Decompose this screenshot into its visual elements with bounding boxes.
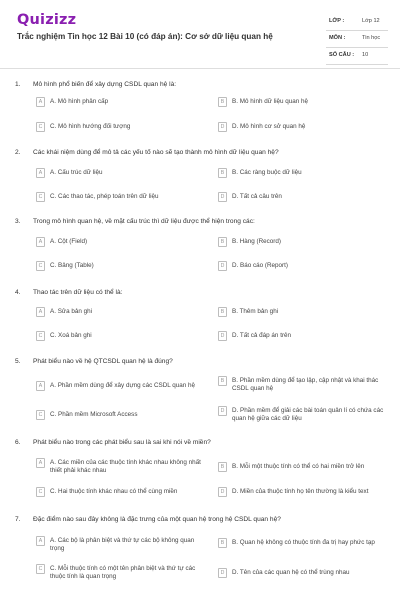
option-a[interactable]	[36, 166, 206, 180]
option-text: A. Sửa bản ghi	[50, 308, 93, 315]
option-letter-box: A	[36, 307, 45, 317]
option-text: A. Cấu trúc dữ liệu	[50, 169, 103, 176]
option-text: D. Tất cả đáp án trên	[232, 332, 292, 339]
option-b[interactable]	[218, 235, 388, 249]
question-text: Các khái niệm dùng để mô tả các yếu tố nào sẽ tạo thành mô hình dữ liệu quan hệ?	[33, 149, 279, 156]
option-letter-box: A	[36, 536, 45, 546]
meta-label: SỐ CÂU :	[329, 52, 355, 58]
question-text: Phát biểu nào về hệ QTCSDL quan hệ là đúng?	[33, 358, 173, 365]
option-a[interactable]	[36, 534, 206, 552]
option-text: D. Phần mềm để giải các bài toán quản lí có chứa các quan hệ giữa các dữ liệu	[232, 407, 384, 422]
option-text: A. Các miền của các thuộc tính khác nhau không nhất thiết phải khác nhau	[50, 459, 201, 474]
option-letter-box: B	[218, 376, 227, 386]
option-text: A. Phần mềm dùng để xây dựng các CSDL quan hệ	[50, 382, 196, 389]
meta-row-subject	[326, 31, 388, 48]
option-text: B. Các ràng buộc dữ liệu	[232, 169, 302, 176]
meta-label: MÔN :	[329, 35, 346, 41]
option-a[interactable]	[36, 95, 206, 109]
option-letter-box: A	[36, 381, 45, 391]
option-c[interactable]	[36, 485, 206, 499]
option-a[interactable]	[36, 456, 206, 474]
option-text: C. Các thao tác, phép toán trên dữ liệu	[50, 193, 159, 200]
option-letter-box: C	[36, 261, 45, 271]
option-text: B. Phần mềm dùng để tạo lập, cập nhật và khai thác CSDL quan hệ	[232, 377, 379, 392]
option-d[interactable]	[218, 485, 388, 499]
option-text: C. Phần mềm Microsoft Access	[50, 411, 138, 418]
question-text: Thao tác trên dữ liệu có thể là:	[33, 289, 123, 296]
option-letter-box: B	[218, 307, 227, 317]
option-text: C. Hai thuộc tính khác nhau có thể cùng miền	[50, 488, 178, 495]
option-c[interactable]	[36, 329, 206, 343]
option-b[interactable]	[218, 95, 388, 109]
header-divider	[0, 68, 400, 69]
option-c[interactable]	[36, 120, 206, 134]
option-b[interactable]	[218, 536, 388, 550]
option-letter-box: C	[36, 410, 45, 420]
option-d[interactable]	[218, 190, 388, 204]
option-text: D. Tên của các quan hệ có thể trùng nhau	[232, 569, 350, 576]
option-text: D. Mô hình cơ sở quan hệ	[232, 123, 306, 130]
option-letter-box: D	[218, 261, 227, 271]
option-text: C. Mỗi thuộc tính có một tên phân biệt và thứ tự các thuộc tính là quan trọng	[50, 565, 196, 580]
option-b[interactable]	[218, 374, 388, 392]
option-letter-box: C	[36, 487, 45, 497]
option-text: C. Mô hình hướng đối tượng	[50, 123, 131, 130]
question-number: 4.	[15, 289, 21, 296]
option-letter-box: C	[36, 564, 45, 574]
option-a[interactable]	[36, 305, 206, 319]
option-c[interactable]	[36, 562, 206, 580]
question-number: 1.	[15, 81, 21, 88]
option-text: A. Cột (Field)	[50, 238, 88, 245]
option-letter-box: A	[36, 97, 45, 107]
option-text: D. Tất cả câu trên	[232, 193, 282, 200]
option-b[interactable]	[218, 305, 388, 319]
meta-row-question-count	[326, 48, 388, 65]
option-text: B. Hàng (Record)	[232, 238, 281, 245]
option-text: C. Bảng (Table)	[50, 262, 94, 269]
option-text: B. Mỗi một thuộc tính có thể có hai miền trở lên	[232, 463, 365, 470]
option-d[interactable]	[218, 404, 388, 422]
option-letter-box: C	[36, 122, 45, 132]
option-c[interactable]	[36, 259, 206, 273]
option-letter-box: D	[218, 331, 227, 341]
option-d[interactable]	[218, 259, 388, 273]
question-number: 5.	[15, 358, 21, 365]
worksheet-header	[0, 0, 400, 68]
option-letter-box: C	[36, 331, 45, 341]
meta-label: LỚP :	[329, 18, 345, 24]
option-letter-box: A	[36, 458, 45, 468]
option-b[interactable]	[218, 166, 388, 180]
meta-row-class	[326, 14, 388, 31]
option-c[interactable]	[36, 408, 206, 422]
question-text: Trong mô hình quan hệ, về mặt cấu trúc thì dữ liệu được thể hiện trong các:	[33, 218, 255, 225]
option-text: B. Thêm bản ghi	[232, 308, 279, 315]
option-d[interactable]	[218, 566, 388, 580]
question-number: 7.	[15, 516, 21, 523]
option-text: A. Các bộ là phân biệt và thứ tự các bộ không quan trọng	[50, 537, 195, 552]
quizizz-logo: Quizizz	[17, 12, 77, 28]
option-letter-box: A	[36, 168, 45, 178]
worksheet-meta-table	[326, 14, 388, 65]
option-letter-box: B	[218, 237, 227, 247]
meta-value: 10	[362, 52, 369, 58]
option-letter-box: D	[218, 487, 227, 497]
option-d[interactable]	[218, 329, 388, 343]
question-text: Mô hình phổ biến để xây dựng CSDL quan hệ là:	[33, 81, 177, 88]
meta-value: Tin học	[362, 35, 381, 41]
option-letter-box: B	[218, 462, 227, 472]
option-letter-box: C	[36, 192, 45, 202]
worksheet-title: Trắc nghiệm Tin học 12 Bài 10 (có đáp án): Cơ sở dữ liệu quan hệ	[17, 32, 273, 41]
option-letter-box: D	[218, 406, 227, 416]
question-text: Đặc điểm nào sau đây không là đặc trưng của một quan hệ trong hệ CSDL quan hệ?	[33, 516, 281, 523]
option-a[interactable]	[36, 235, 206, 249]
question-number: 3.	[15, 218, 21, 225]
option-c[interactable]	[36, 190, 206, 204]
option-text: C. Xoá bản ghi	[50, 332, 92, 339]
option-text: B. Quan hệ không có thuộc tính đa trị hay phức tạp	[232, 539, 375, 546]
option-letter-box: D	[218, 568, 227, 578]
option-text: D. Miền của thuộc tính họ tên thường là kiểu text	[232, 488, 369, 495]
meta-value: Lớp 12	[362, 18, 380, 24]
option-text: A. Mô hình phân cấp	[50, 98, 109, 105]
option-text: B. Mô hình dữ liệu quan hệ	[232, 98, 308, 105]
option-d[interactable]	[218, 120, 388, 134]
option-text: D. Báo cáo (Report)	[232, 262, 288, 269]
option-letter-box: D	[218, 122, 227, 132]
question-text: Phát biểu nào trong các phát biểu sau là sai khi nói về miền?	[33, 439, 211, 446]
question-number: 2.	[15, 149, 21, 156]
option-letter-box: B	[218, 168, 227, 178]
option-letter-box: A	[36, 237, 45, 247]
option-letter-box: B	[218, 97, 227, 107]
option-letter-box: B	[218, 538, 227, 548]
option-letter-box: D	[218, 192, 227, 202]
question-number: 6.	[15, 439, 21, 446]
option-a[interactable]	[36, 379, 206, 393]
option-b[interactable]	[218, 460, 388, 474]
